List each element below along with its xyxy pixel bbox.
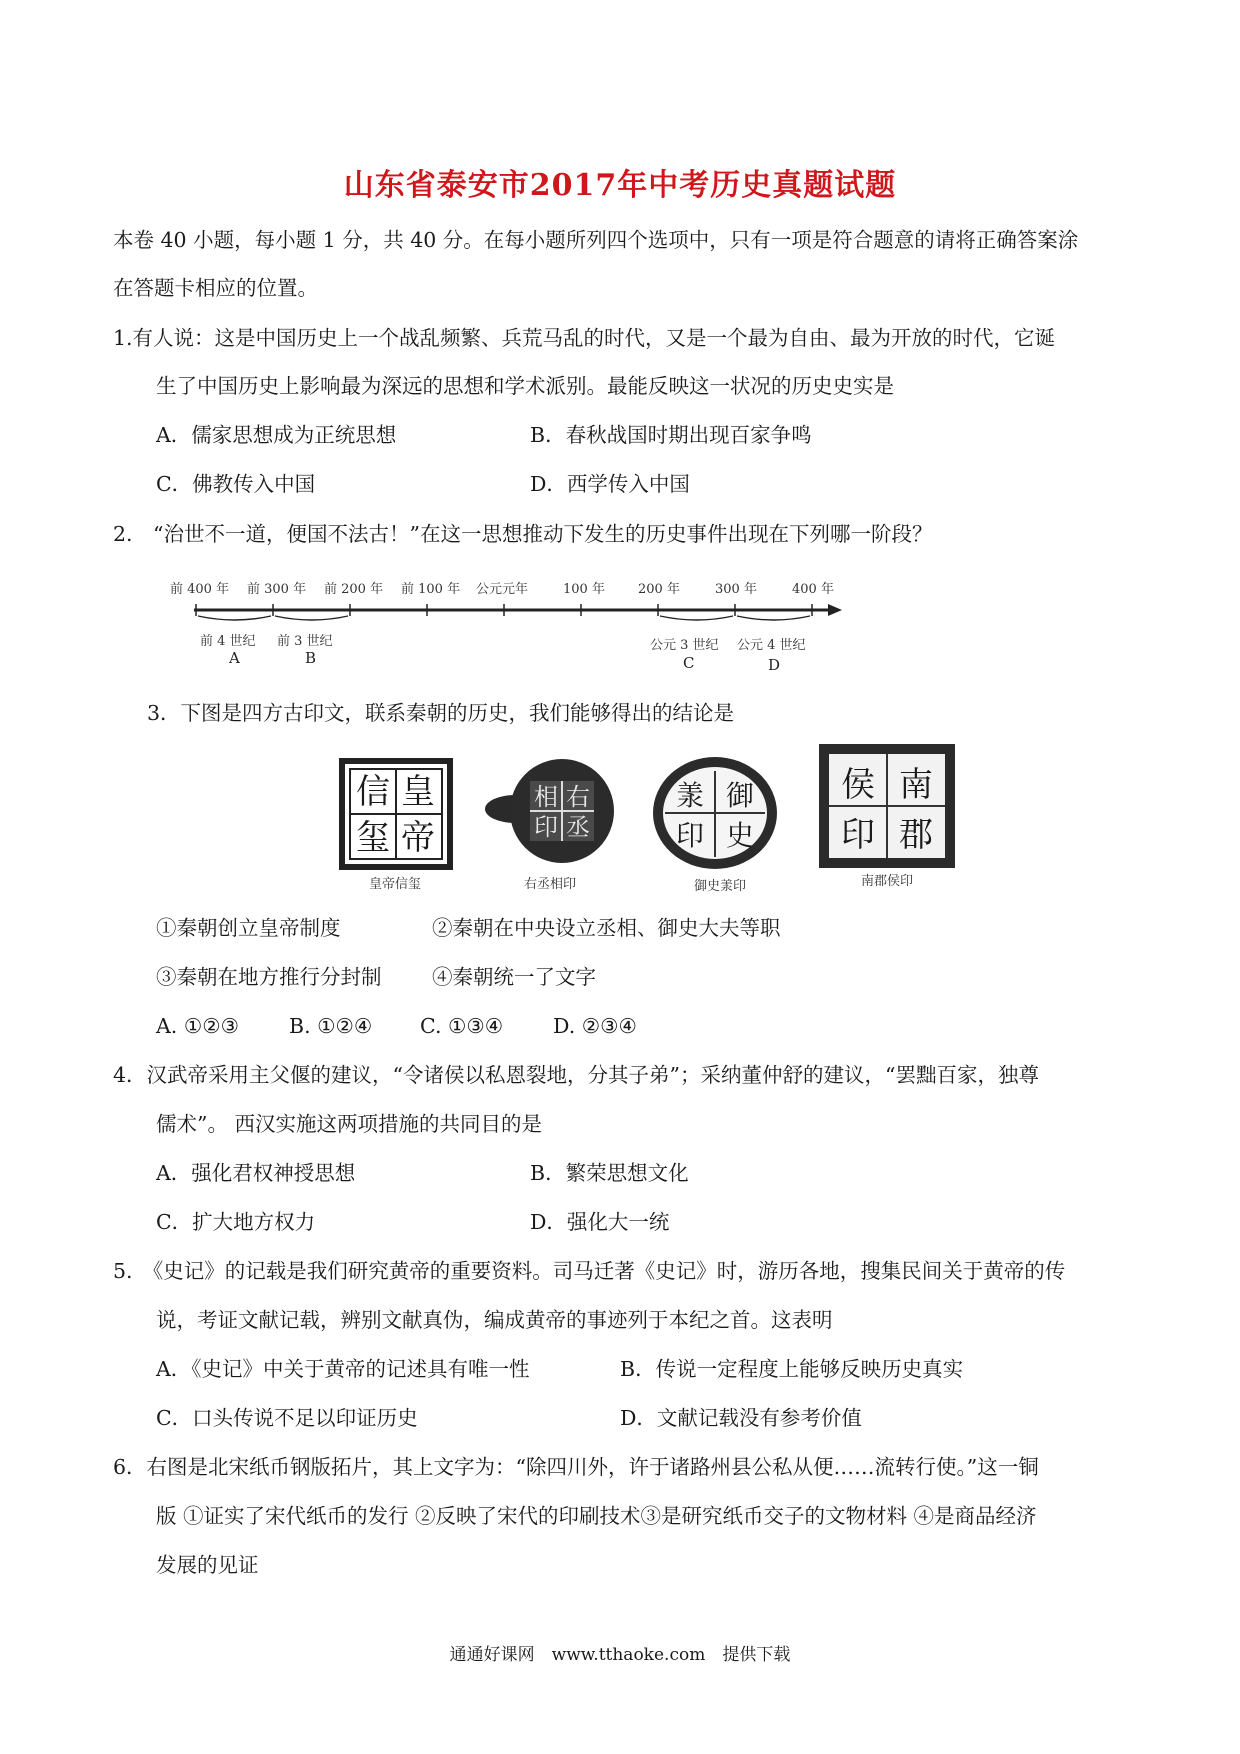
segment-letter: C: [683, 654, 695, 672]
segment-letter: B: [305, 649, 317, 667]
q3-statement-2: ②秦朝在中央设立丞相、御史大夫等职: [432, 916, 781, 940]
q4-stem-line-2: 儒术”。 西汉实施这两项措施的共同目的是: [156, 1112, 542, 1136]
q1-option-a: A．儒家思想成为正统思想: [156, 423, 397, 447]
q3-statement-1: ①秦朝创立皇帝制度: [156, 916, 341, 940]
tick-label: 公元元年: [476, 582, 529, 597]
seal-4-char-2: 郡: [899, 815, 933, 855]
tick-label: 前 300 年: [247, 582, 307, 597]
intro-line-1: 本卷 40 小题，每小题 1 分，共 40 分。在每小题所列四个选项中，只有一项是符合题意的请将正确答案涂: [113, 228, 1079, 252]
q5-stem-line-2: 说，考证文献记载，辨别文献真伪，编成黄帝的事迹列于本纪之首。这表明: [156, 1308, 833, 1332]
seal-2-char-3: 相: [534, 783, 558, 811]
segment-label: 公元 4 世纪: [737, 638, 806, 653]
q2-timeline: [160, 578, 850, 678]
seal-3-char-1: 御: [725, 779, 755, 812]
seal-2-char-4: 印: [534, 813, 558, 841]
q3-option-b: B. ①②④: [289, 1014, 373, 1038]
seal-caption-1: 皇帝信玺: [368, 877, 421, 892]
seal-4-char-4: 印: [841, 815, 875, 855]
q4-option-b: B．繁荣思想文化: [530, 1161, 689, 1185]
segment-letter: D: [768, 656, 781, 674]
q5-option-b: B．传说一定程度上能够反映历史真实: [620, 1357, 964, 1381]
q5-option-c: C．口头传说不足以印证历史: [156, 1406, 418, 1430]
q3-option-d: D. ②③④: [553, 1014, 637, 1038]
q4-stem-line-1: 4．汉武帝采用主父偃的建议，“令诸侯以私恩裂地，分其子弟”；采纳董仲舒的建议，“罢黜百家，独尊: [113, 1063, 1039, 1087]
q1-option-d: D．西学传入中国: [530, 472, 690, 496]
q6-stem-line-1: 6．右图是北宋纸币钢版拓片，其上文字为：“除四川外，许于诸路州县公私从便……流转行使。”这一铜: [113, 1455, 1039, 1479]
seal-1-char-2: 帝: [401, 818, 435, 858]
q5-stem-line-1: 5. 《史记》的记载是我们研究黄帝的重要资料。司马迁著《史记》时，游历各地，搜集民间关于黄帝的传: [113, 1259, 1066, 1283]
q3-option-c: C. ①③④: [420, 1014, 504, 1038]
segment-letter: A: [229, 649, 240, 667]
seal-2-char-1: 右: [566, 783, 590, 811]
seal-caption-2: 右丞相印: [523, 877, 576, 892]
page-title: 山东省泰安市2017年中考历史真题试题: [343, 168, 897, 203]
q3-stem: 3．下图是四方古印文，联系秦朝的历史，我们能够得出的结论是: [147, 701, 735, 725]
q1-option-b: B．春秋战国时期出现百家争鸣: [530, 423, 812, 447]
seal-3-char-4: 印: [675, 819, 705, 852]
q4-option-c: C．扩大地方权力: [156, 1210, 316, 1234]
q3-option-a: A. ①②③: [156, 1014, 239, 1038]
q1-option-c: C．佛教传入中国: [156, 472, 316, 496]
tick-label: 300 年: [715, 582, 757, 597]
tick-label: 前 400 年: [170, 582, 230, 597]
q2-stem: 2. “治世不一道，便国不法古！”在这一思想推动下发生的历史事件出现在下列哪一阶段？: [113, 522, 933, 546]
seal-3-char-2: 史: [725, 819, 755, 852]
seal-1-char-4: 玺: [356, 818, 390, 858]
tick-label: 400 年: [792, 582, 834, 597]
tick-label: 前 100 年: [401, 582, 461, 597]
seal-caption-4: 南郡侯印: [860, 874, 913, 889]
seal-4-char-1: 南: [899, 765, 933, 805]
intro-line-2: 在答题卡相应的位置。: [113, 276, 318, 300]
seal-1-char-1: 皇: [401, 772, 435, 812]
segment-label: 前 4 世纪: [200, 634, 256, 649]
seal-1-char-3: 信: [356, 772, 390, 812]
seal-caption-3: 御史羕印: [693, 879, 746, 894]
tick-label: 200 年: [638, 582, 680, 597]
q4-option-d: D．强化大一统: [530, 1210, 670, 1234]
tick-label: 前 200 年: [324, 582, 384, 597]
page-footer: 通通好课网 www.tthaoke.com 提供下载: [449, 1645, 791, 1665]
segment-label: 公元 3 世纪: [650, 638, 719, 653]
tick-label: 100 年: [563, 582, 605, 597]
q6-stem-line-2: 版 ①证实了宋代纸币的发行 ②反映了宋代的印刷技术③是研究纸币交子的文物材料 ④是商品经济: [156, 1504, 1037, 1528]
seal-3-char-3: 羕: [675, 779, 705, 812]
q5-option-d: D．文献记载没有参考价值: [620, 1406, 862, 1430]
segment-label: 前 3 世纪: [277, 634, 333, 649]
q3-statement-4: ④秦朝统一了文字: [432, 965, 596, 989]
q3-statement-3: ③秦朝在地方推行分封制: [156, 965, 382, 989]
q5-option-a: A．《史记》中关于黄帝的记述具有唯一性: [156, 1357, 530, 1381]
q1-stem-line-2: 生了中国历史上影响最为深远的思想和学术派别。最能反映这一状况的历史史实是: [156, 374, 894, 398]
q4-option-a: A．强化君权神授思想: [156, 1161, 356, 1185]
seal-2-char-2: 丞: [566, 813, 590, 841]
seal-4-char-3: 侯: [841, 765, 875, 805]
q6-stem-line-3: 发展的见证: [156, 1553, 259, 1577]
q1-stem-line-1: 1.有人说：这是中国历史上一个战乱频繁、兵荒马乱的时代，又是一个最为自由、最为开放的时代，它诞: [113, 326, 1056, 350]
